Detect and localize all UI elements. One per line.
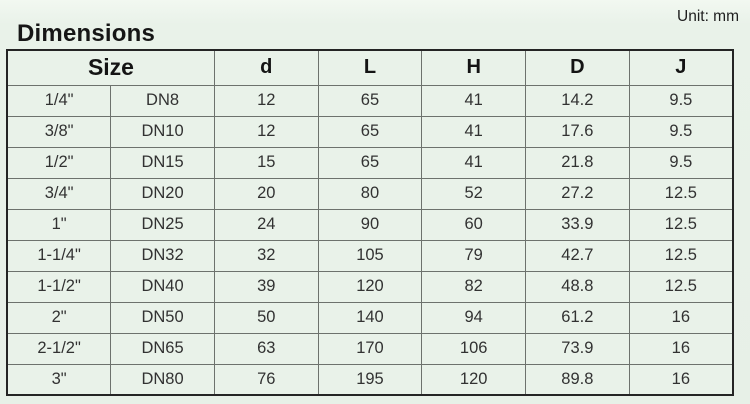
size-inch-cell: 2-1/2" xyxy=(7,333,111,364)
size-inch-cell: 1" xyxy=(7,209,111,240)
j-cell: 16 xyxy=(629,364,733,395)
table-row xyxy=(7,209,733,240)
size-inch-cell: 3" xyxy=(7,364,111,395)
d-cap-cell: 73.9 xyxy=(526,333,630,364)
j-cell: 9.5 xyxy=(629,85,733,116)
l-cell: 65 xyxy=(318,147,422,178)
size-inch-cell: 3/8" xyxy=(7,116,111,147)
h-cell: 79 xyxy=(422,240,526,271)
j-cell: 16 xyxy=(629,302,733,333)
d-cell: 20 xyxy=(214,178,318,209)
size-dn-cell: DN20 xyxy=(111,178,215,209)
h-cell: 94 xyxy=(422,302,526,333)
d-column-header: d xyxy=(214,50,318,85)
l-cell: 120 xyxy=(318,271,422,302)
d-cap-cell: 17.6 xyxy=(526,116,630,147)
table-row xyxy=(7,302,733,333)
d-cap-cell: 89.8 xyxy=(526,364,630,395)
j-cell: 16 xyxy=(629,333,733,364)
size-inch-cell: 2" xyxy=(7,302,111,333)
j-cell: 12.5 xyxy=(629,240,733,271)
d-cap-cell: 21.8 xyxy=(526,147,630,178)
d-cap-cell: 61.2 xyxy=(526,302,630,333)
table-row xyxy=(7,240,733,271)
dimensions-table-header xyxy=(7,50,733,85)
size-column-header: Size xyxy=(7,50,214,85)
unit-label: Unit: mm xyxy=(677,8,739,25)
size-dn-cell: DN65 xyxy=(111,333,215,364)
j-cell: 12.5 xyxy=(629,178,733,209)
d-cell: 76 xyxy=(214,364,318,395)
l-cell: 65 xyxy=(318,85,422,116)
d-cap-cell: 14.2 xyxy=(526,85,630,116)
j-cell: 12.5 xyxy=(629,271,733,302)
l-column-header: L xyxy=(318,50,422,85)
l-cell: 195 xyxy=(318,364,422,395)
l-cell: 80 xyxy=(318,178,422,209)
l-cell: 105 xyxy=(318,240,422,271)
j-cell: 9.5 xyxy=(629,116,733,147)
size-inch-cell: 3/4" xyxy=(7,178,111,209)
l-cell: 170 xyxy=(318,333,422,364)
size-dn-cell: DN32 xyxy=(111,240,215,271)
h-cell: 82 xyxy=(422,271,526,302)
d-cell: 32 xyxy=(214,240,318,271)
d-cap-cell: 27.2 xyxy=(526,178,630,209)
size-inch-cell: 1/2" xyxy=(7,147,111,178)
size-dn-cell: DN25 xyxy=(111,209,215,240)
d-cell: 63 xyxy=(214,333,318,364)
d-cell: 15 xyxy=(214,147,318,178)
j-cell: 9.5 xyxy=(629,147,733,178)
l-cell: 90 xyxy=(318,209,422,240)
h-cell: 41 xyxy=(422,116,526,147)
size-dn-cell: DN10 xyxy=(111,116,215,147)
page-title: Dimensions xyxy=(17,20,156,47)
size-dn-cell: DN80 xyxy=(111,364,215,395)
size-dn-cell: DN8 xyxy=(111,85,215,116)
d-cell: 50 xyxy=(214,302,318,333)
table-row xyxy=(7,85,733,116)
d-cap-column-header: D xyxy=(526,50,630,85)
d-cap-cell: 33.9 xyxy=(526,209,630,240)
l-cell: 65 xyxy=(318,116,422,147)
d-cell: 12 xyxy=(214,85,318,116)
h-cell: 41 xyxy=(422,85,526,116)
size-dn-cell: DN40 xyxy=(111,271,215,302)
header-row xyxy=(7,50,733,85)
h-cell: 106 xyxy=(422,333,526,364)
d-cap-cell: 48.8 xyxy=(526,271,630,302)
h-cell: 41 xyxy=(422,147,526,178)
dimensions-table xyxy=(6,49,734,396)
d-cell: 12 xyxy=(214,116,318,147)
d-cap-cell: 42.7 xyxy=(526,240,630,271)
h-cell: 120 xyxy=(422,364,526,395)
d-cell: 39 xyxy=(214,271,318,302)
size-dn-cell: DN15 xyxy=(111,147,215,178)
table-row xyxy=(7,271,733,302)
table-row xyxy=(7,364,733,395)
l-cell: 140 xyxy=(318,302,422,333)
table-row xyxy=(7,116,733,147)
h-cell: 52 xyxy=(422,178,526,209)
size-inch-cell: 1-1/2" xyxy=(7,271,111,302)
h-column-header: H xyxy=(422,50,526,85)
table-row xyxy=(7,333,733,364)
table-row xyxy=(7,147,733,178)
dimensions-table-body xyxy=(7,85,733,395)
h-cell: 60 xyxy=(422,209,526,240)
table-row xyxy=(7,178,733,209)
d-cell: 24 xyxy=(214,209,318,240)
size-dn-cell: DN50 xyxy=(111,302,215,333)
j-cell: 12.5 xyxy=(629,209,733,240)
size-inch-cell: 1-1/4" xyxy=(7,240,111,271)
size-inch-cell: 1/4" xyxy=(7,85,111,116)
j-column-header: J xyxy=(629,50,733,85)
